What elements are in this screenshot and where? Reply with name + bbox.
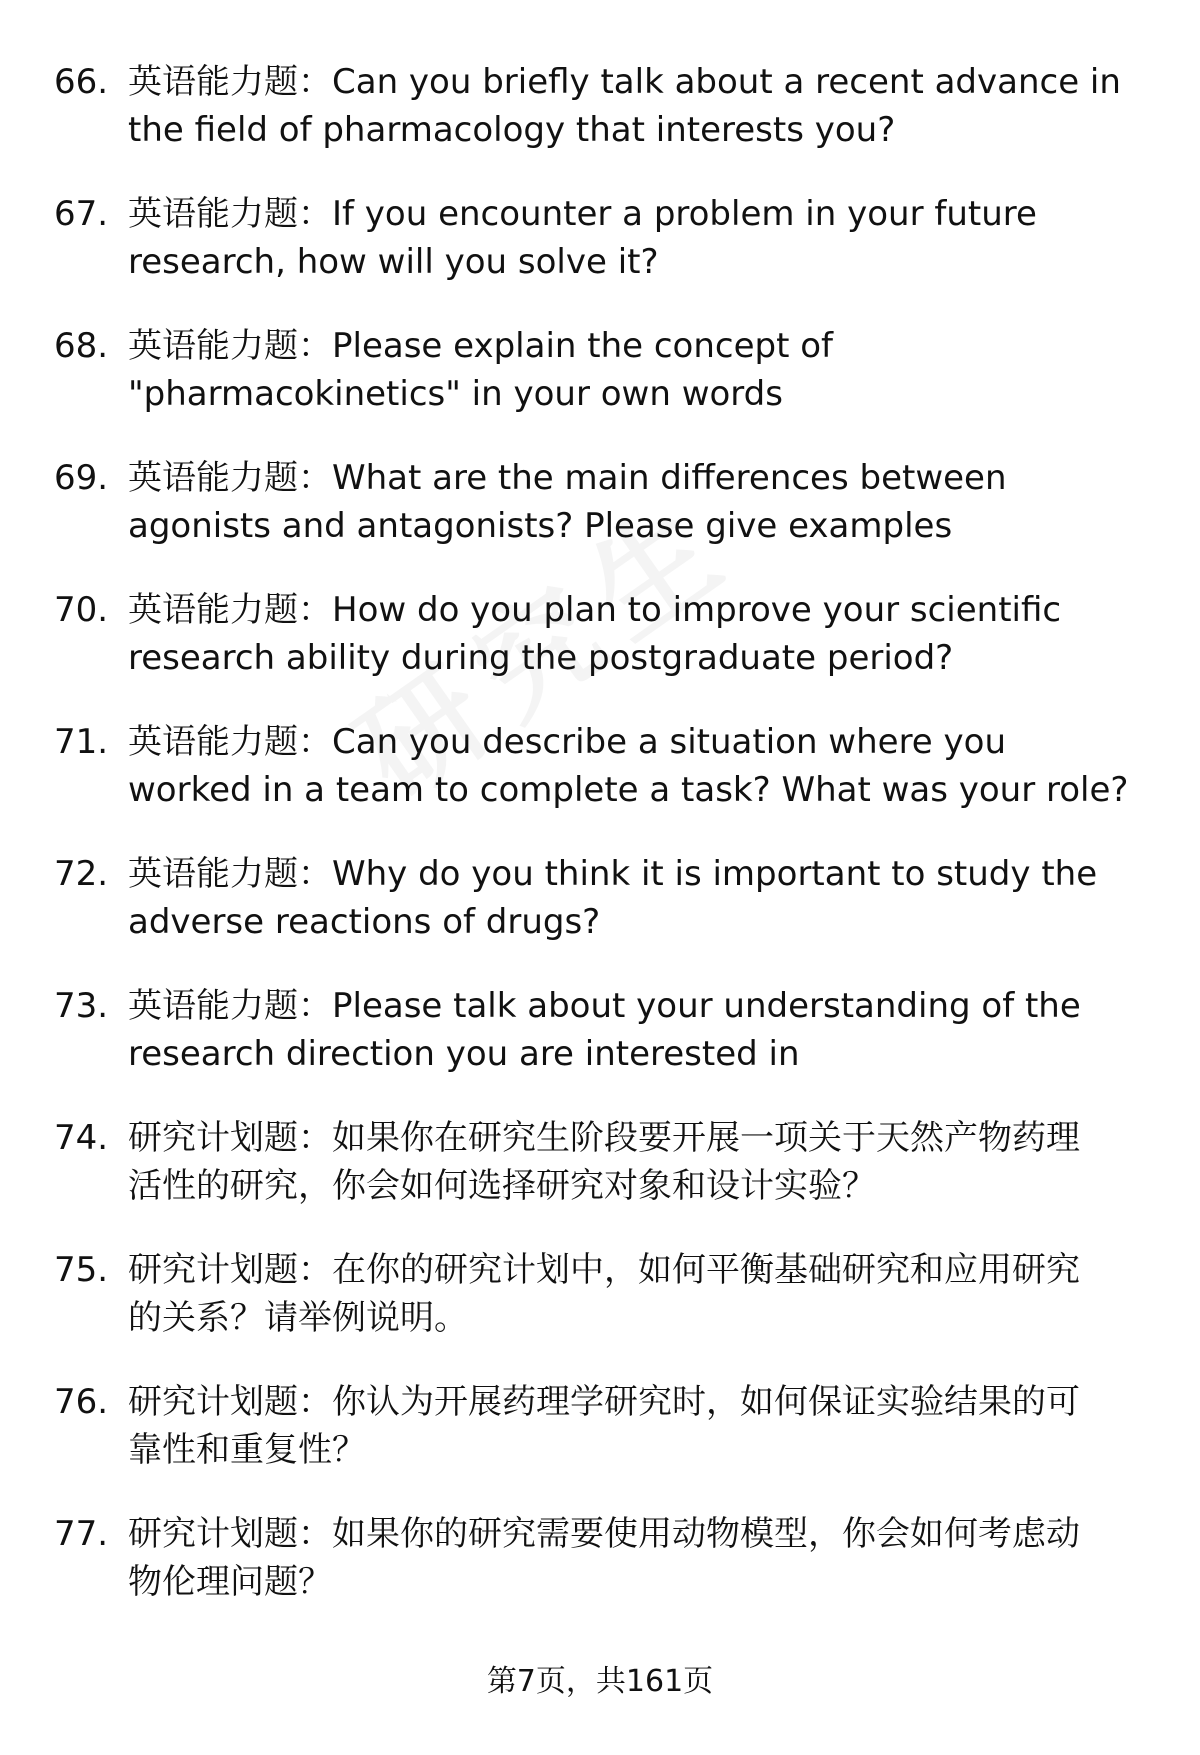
question-line: 英语能力题：Can you describe a situation where you xyxy=(128,722,1007,762)
question-line: research ability during the postgraduate period? xyxy=(128,638,954,678)
question-number: 75. xyxy=(54,1250,109,1290)
question-line: 英语能力题：If you encounter a problem in your future xyxy=(128,194,1037,234)
question-line: 物伦理问题？ xyxy=(128,1562,332,1602)
list-item xyxy=(0,718,1200,850)
question-line: "pharmacokinetics" in your own words xyxy=(128,374,783,414)
question-line: 英语能力题：What are the main differences between xyxy=(128,458,1007,498)
question-line: the field of pharmacology that interests you? xyxy=(128,110,896,150)
question-line: 靠性和重复性？ xyxy=(128,1430,366,1470)
question-number: 76. xyxy=(54,1382,109,1422)
question-text xyxy=(128,58,1148,154)
question-number: 70. xyxy=(54,590,109,630)
question-text xyxy=(128,718,1148,814)
question-line: 活性的研究，你会如何选择研究对象和设计实验？ xyxy=(128,1166,876,1206)
list-item xyxy=(0,322,1200,454)
question-number: 68. xyxy=(54,326,109,366)
question-line: 英语能力题：How do you plan to improve your scientific xyxy=(128,590,1062,630)
question-line: 研究计划题：你认为开展药理学研究时，如何保证实验结果的可 xyxy=(128,1382,1080,1422)
list-item xyxy=(0,1114,1200,1246)
question-number: 77. xyxy=(54,1514,109,1554)
question-list xyxy=(0,58,1200,1642)
question-text xyxy=(128,1114,1148,1210)
question-number: 72. xyxy=(54,854,109,894)
question-line: 英语能力题：Please explain the concept of xyxy=(128,326,834,366)
question-number: 66. xyxy=(54,62,109,102)
question-text xyxy=(128,1378,1148,1474)
question-line: research, how will you solve it? xyxy=(128,242,659,282)
question-line: research direction you are interested in xyxy=(128,1034,800,1074)
list-item xyxy=(0,1378,1200,1510)
question-line: 的关系？请举例说明。 xyxy=(128,1298,468,1338)
question-line: 英语能力题：Can you briefly talk about a recent advance in xyxy=(128,62,1121,102)
list-item xyxy=(0,586,1200,718)
question-line: 研究计划题：如果你的研究需要使用动物模型，你会如何考虑动 xyxy=(128,1514,1080,1554)
list-item xyxy=(0,982,1200,1114)
page-footer: 第7页，共161页 xyxy=(486,1664,714,1699)
question-line: 英语能力题：Why do you think it is important to study the xyxy=(128,854,1098,894)
question-line: agonists and antagonists? Please give examples xyxy=(128,506,953,546)
question-number: 69. xyxy=(54,458,109,498)
question-line: 研究计划题：如果你在研究生阶段要开展一项关于天然产物药理 xyxy=(128,1118,1080,1158)
question-number: 71. xyxy=(54,722,109,762)
question-number: 73. xyxy=(54,986,109,1026)
question-number: 74. xyxy=(54,1118,109,1158)
list-item xyxy=(0,850,1200,982)
question-text xyxy=(128,190,1148,286)
list-item xyxy=(0,454,1200,586)
question-line: worked in a team to complete a task? What was your role? xyxy=(128,770,1129,810)
question-text xyxy=(128,586,1148,682)
question-text xyxy=(128,322,1148,418)
question-text xyxy=(128,982,1148,1078)
question-text xyxy=(128,454,1148,550)
list-item xyxy=(0,58,1200,190)
question-line: 研究计划题：在你的研究计划中，如何平衡基础研究和应用研究 xyxy=(128,1250,1080,1290)
list-item xyxy=(0,1246,1200,1378)
question-text xyxy=(128,850,1148,946)
question-text xyxy=(128,1246,1148,1342)
question-text xyxy=(128,1510,1148,1606)
question-line: 英语能力题：Please talk about your understanding of the xyxy=(128,986,1081,1026)
question-line: adverse reactions of drugs? xyxy=(128,902,601,942)
list-item xyxy=(0,1510,1200,1642)
list-item xyxy=(0,190,1200,322)
question-number: 67. xyxy=(54,194,109,234)
